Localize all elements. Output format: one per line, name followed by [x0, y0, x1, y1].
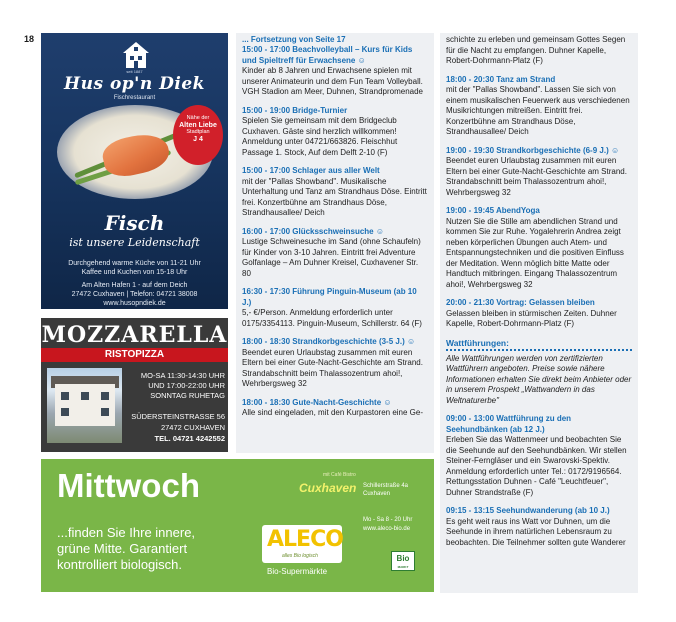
- event-item: [242, 398, 428, 419]
- ad-slogan: ...finden Sie Ihre innere,: [57, 525, 196, 540]
- event-item: [446, 506, 632, 548]
- window: [101, 392, 109, 400]
- event-body: Beendet euren Urlaubstag zusammen mit euren Eltern bei einer Gute-Nacht-Geschichte am Strand. Strandabschnitt beim Thalassozentrum ahoi!, Wehrbergsweg 32: [242, 347, 423, 388]
- city-small: mit Café Bistro: [323, 472, 356, 478]
- page-number: 18: [24, 34, 35, 44]
- address-line: SÜDERSTEINSTRASSE 56: [131, 412, 225, 421]
- restaurant-name: Hus op'n Diek: [64, 74, 205, 94]
- location-badge: [173, 105, 223, 165]
- event-body: Es geht weit raus ins Watt vor Duhnen, um die Seehunde in ihrem natürlichen Lebensraum zu beobachten. Die Teilnehmer sollten gute Wanderer: [446, 516, 626, 547]
- ad-slogan: grüne Mitte. Garantiert: [57, 541, 188, 556]
- event-body: Erleben Sie das Wattenmeer und beobachten Sie die Seehunde auf den Seehundbänken. Wir stellen Steiner-Ferngläser und ein Swarovski-Spektiv. Anmeldung erforderlich unter Tel.: 0172/9196564. Rettungsstation Duhnen - Café "Leuchtfeuer", Duhner Strandstraße (F): [446, 435, 627, 497]
- window: [81, 392, 89, 400]
- window: [101, 408, 109, 416]
- event-body: Spielen Sie gemeinsam mit dem Bridgeclub Cuxhaven. Gäste sind herzlich willkommen! Anmeldung unter 04721/663826. Fleischhut Passage 1. Stock, Auf dem Delft 2-10 (F): [242, 116, 398, 157]
- event-body: Nutzen Sie die Stille am abendlichen Strand und kommen Sie zur Ruhe. Yogalehrerin Andrea zeigt neben körperlichen Übungen auch Atem- und Entspannungstechniken und die positiven Einfluss der Meditation. Wenn möglich bitte Matte oder Handtuch mitbringen. Eingang Thalassozentrum ahoi!, Wehrbergsweg 32: [446, 216, 624, 289]
- house-logo-icon: [121, 41, 151, 69]
- opening-hours: SONNTAG RUHETAG: [150, 391, 225, 400]
- event-item: [242, 106, 428, 159]
- bio-markt-icon: [391, 551, 415, 571]
- store-website[interactable]: www.aleco-bio.de: [363, 526, 411, 532]
- ad-line: Am Alten Hafen 1 - auf dem Deich: [81, 282, 188, 289]
- event-item: [446, 75, 632, 138]
- ad-subtitle: RISTOPIZZA: [104, 349, 165, 360]
- store-info: Cuxhaven: [363, 491, 391, 497]
- ad-line: 27472 Cuxhaven | Telefon: 04721 38008: [71, 291, 198, 298]
- badge-line: Stadtplan: [186, 129, 210, 135]
- address-line: 27472 CUXHAVEN: [160, 423, 225, 432]
- ad-since: seit 1887: [126, 69, 143, 74]
- badge-line: J 4: [193, 136, 203, 143]
- event-item: [242, 287, 428, 329]
- ad-headline-sub: ist unsere Leidenschaft: [69, 236, 200, 249]
- store-info: Mo - Sa 8 - 20 Uhr: [363, 517, 413, 523]
- ad-aleco[interactable]: [41, 459, 434, 592]
- event-item: [242, 227, 428, 280]
- event-title: 19:00 - 19:45 AbendYoga: [446, 206, 540, 215]
- window: [61, 408, 69, 416]
- ad-line: Kaffee und Kuchen von 15-18 Uhr: [81, 269, 188, 276]
- event-item: [446, 146, 632, 199]
- opening-hours: MO-SA 11:30-14:30 UHR: [140, 371, 225, 380]
- event-item: [242, 166, 428, 219]
- ad-day: Mittwoch: [57, 467, 200, 504]
- continued-note: ... Fortsetzung von Seite 17: [242, 35, 346, 44]
- ad-title: MOZZARELLA: [41, 322, 228, 348]
- ad-slogan: kontrolliert biologisch.: [57, 557, 183, 572]
- event-title: 16:00 - 17:00 Glücksschweinsuche ☺: [242, 226, 385, 236]
- event-body: mit der "Pallas Showband". Lassen Sie sich von einem musikalischen Feuerwerk aus verschiedenen Musikrichtungen mitreißen. Eintritt frei. Konzertbühne am Strandhaus Döse, Strandhausallee/ Deich: [446, 85, 630, 136]
- supermarkt-label: Bio-Supermärkte: [267, 567, 328, 576]
- event-title: 15:00 - 19:00 Bridge-Turnier: [242, 105, 348, 115]
- event-title: 18:00 - 18:30 Strandkorbgeschichte (3-5 J.) ☺: [242, 337, 416, 346]
- brand-sub: alles Bio logisch: [282, 553, 318, 559]
- carry-over-text: schichte zu erleben und gemeinsam Gottes Segen für die Nacht zu empfangen. Duhner Kapelle, Robert-Dohrmann-Platz (F): [446, 35, 626, 65]
- event-item: [242, 45, 428, 98]
- ad-hus-opn-diek[interactable]: [41, 33, 228, 309]
- badge-line: Alten Liebe: [179, 122, 217, 129]
- window: [61, 392, 69, 400]
- restaurant-subtitle: Fischrestaurant: [113, 95, 156, 101]
- building: [55, 384, 115, 426]
- event-title: 15:00 - 17:00 Schlager aus aller Welt: [242, 166, 380, 175]
- ad-website[interactable]: www.husopndiek.de: [103, 300, 166, 307]
- event-body: Alle sind eingeladen, mit den Kurpastoren eine Ge-: [242, 408, 423, 417]
- event-title: 15:00 - 17:00 Beachvolleyball – Kurs für Kids und Spieltreff für Erwachsene ☺: [242, 45, 413, 65]
- event-title: 09:15 - 13:15 Seehundwanderung (ab 10 J.): [446, 506, 610, 515]
- ad-line: Durchgehend warme Küche von 11-21 Uhr: [68, 260, 201, 267]
- event-title: 18:00 - 18:30 Gute-Nacht-Geschichte ☺: [242, 397, 392, 407]
- event-item: [446, 298, 632, 330]
- event-title: 16:30 - 17:30 Führung Pinguin-Museum (ab 10 J.): [242, 287, 417, 307]
- event-title: 19:00 - 19:30 Strandkorbgeschichte (6-9 J.) ☺: [446, 145, 620, 155]
- brand-name: ALECO: [267, 527, 343, 552]
- event-body: 5,- €/Person. Anmeldung erforderlich unter 0175/3354113. Pinguin-Museum, Schillerstr. 64 (F): [242, 308, 422, 328]
- event-body: Beendet euren Urlaubstag zusammen mit euren Eltern bei einer Gute-Nacht-Geschichte am Strand. Strandabschnitt beim Thalassozentrum ahoi!, Wehrbergsweg 32: [446, 156, 627, 197]
- section-note: Alle Wattführungen werden von zertifizierten Wattführern angeboten. Preise sowie nähere Informationen erhalten Sie direkt beim Anbieter oder in unserem Prospekt „Wattwandern in das Weltnaturerbe": [446, 353, 632, 405]
- event-item: [446, 206, 632, 290]
- events-column-2: [440, 33, 638, 593]
- event-body: Gelassen bleiben in stürmischen Zeiten. Duhner Kapelle, Robert-Dohrmann-Platz (F): [446, 308, 617, 328]
- ad-headline: Fisch: [104, 211, 165, 235]
- store-info: Schillerstraße 4a: [363, 483, 409, 489]
- phone-number: TEL. 04721 4242552: [154, 434, 225, 443]
- badge-line: Nähe der: [186, 115, 210, 121]
- bio-label: Bio: [396, 554, 410, 563]
- event-item: [446, 414, 632, 498]
- section-heading: Wattführungen:: [446, 338, 632, 351]
- city-name: Cuxhaven: [299, 481, 357, 495]
- event-title: 09:00 - 13:00 Wattführung zu den Seehundbänken (ab 12 J.): [446, 414, 572, 434]
- aleco-logo: [262, 525, 342, 563]
- restaurant-photo: [47, 368, 122, 443]
- event-body: mit der "Pallas Showband". Musikalische Unterhaltung und Tanz am Strandhaus Döse. Eintritt frei. Konzertbühne am Strandhaus Döse, Strandhausallee/ Deich: [242, 176, 427, 217]
- opening-hours: UND 17:00-22:00 UHR: [148, 381, 225, 390]
- events-column-1: [236, 33, 434, 453]
- event-body: Lustige Schweinesuche im Sand (ohne Schaufeln) für Kinder von 3-10 Jahren. Eintritt frei Adventure Golfanlage – Am Duhner Kreisel, Cuxhavener Str. 80: [242, 237, 421, 278]
- event-title: 18:00 - 20:30 Tanz am Strand: [446, 74, 556, 84]
- bio-small: MARKT: [397, 565, 409, 569]
- ad-mozzarella[interactable]: [41, 318, 228, 452]
- event-item: [242, 337, 428, 390]
- event-title: 20:00 - 21:30 Vortrag: Gelassen bleiben: [446, 298, 595, 307]
- event-body: Kinder ab 8 Jahren und Erwachsene spielen mit unserer Animateurin und dem Fun Team Volleyball. VGH Stadion am Meer, Duhnen, Strandpromenade: [242, 66, 423, 96]
